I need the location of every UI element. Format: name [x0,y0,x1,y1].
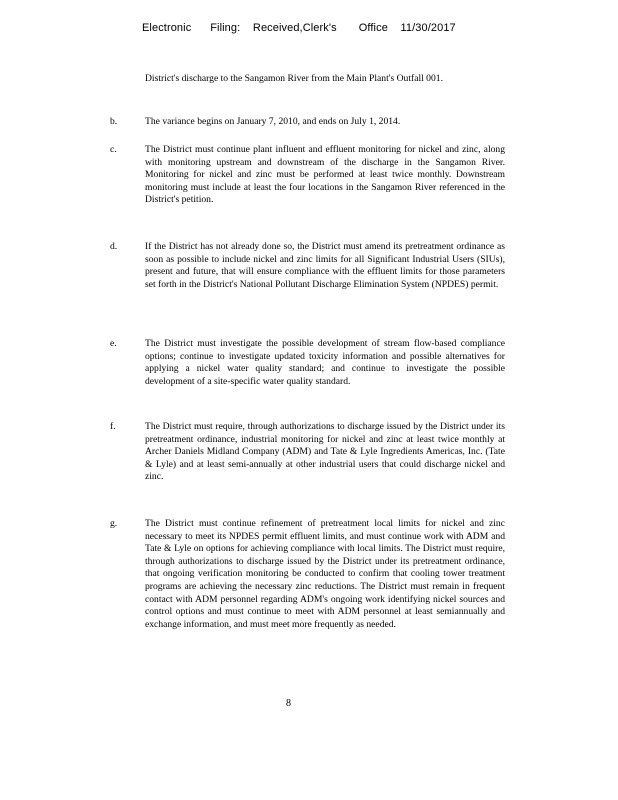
paragraph-d: If the District has not already done so, the District must amend its pretreatment ordinance as soon as possible to include nickel and zinc limits for all Significant Industrial Users (SIUs), present and future, that will ensure compliance with the effluent limits for those parameters set forth in the District's National Pollutant Discharge Elimination System (NPDES) permit. [145,241,505,290]
paragraph-b: The variance begins on January 7, 2010, and ends on July 1, 2014. [145,116,401,127]
item-label-g: g. [110,518,118,529]
paragraph-c: The District must continue plant influent and effluent monitoring for nickel and zinc, along with monitoring upstream and downstream of the discharge in the Sangamon River. Monitoring for nickel and zinc must be performed at least twice monthly. Downstream monitoring must include at least the four locations in the Sangamon River referenced in the District's petition. [145,144,505,206]
item-label-e: e. [110,338,117,349]
paragraph-continuation: District's discharge to the Sangamon River from the Main Plant's Outfall 001. [145,73,443,84]
paragraph-e: The District must investigate the possible development of stream flow-based compliance options; continue to investigate updated toxicity information and possible alternatives for applying a nickel water quality standard; and continue to investigate the possible development of a site-specific water quality standard. [145,338,505,387]
paragraph-f: The District must require, through authorizations to discharge issued by the District under its pretreatment ordinance, industrial monitoring for nickel and zinc at least twice monthly at Archer Daniels Midland Company (ADM) and Tate & Lyle Ingredients Americas, Inc. (Tate & Lyle) and at least semi-annually at other industrial users that could discharge nickel and zinc. [145,421,505,483]
page-number: 8 [286,698,291,709]
item-label-b: b. [110,116,118,127]
filing-header: Electronic Filing: Received,Clerk's Office 11/30/2017 [142,22,456,34]
item-label-f: f. [110,421,116,432]
paragraph-g: The District must continue refinement of pretreatment local limits for nickel and zinc necessary to meet its NPDES permit effluent limits, and must continue work with ADM and Tate & Lyle on options for achieving compliance with local limits. The District must require, through authorizations to discharge issued by the District under its pretreatment ordinance, that ongoing verification monitoring be conducted to confirm that cooling tower treatment programs are achieving the necessary zinc reductions. The District must remain in frequent contact with ADM personnel regarding ADM's ongoing work identifying nickel sources and control options and must continue to meet with ADM personnel at least semiannually and exchange information, and must meet more frequently as needed. [145,518,505,630]
item-label-c: c. [110,144,117,155]
item-label-d: d. [110,241,118,252]
